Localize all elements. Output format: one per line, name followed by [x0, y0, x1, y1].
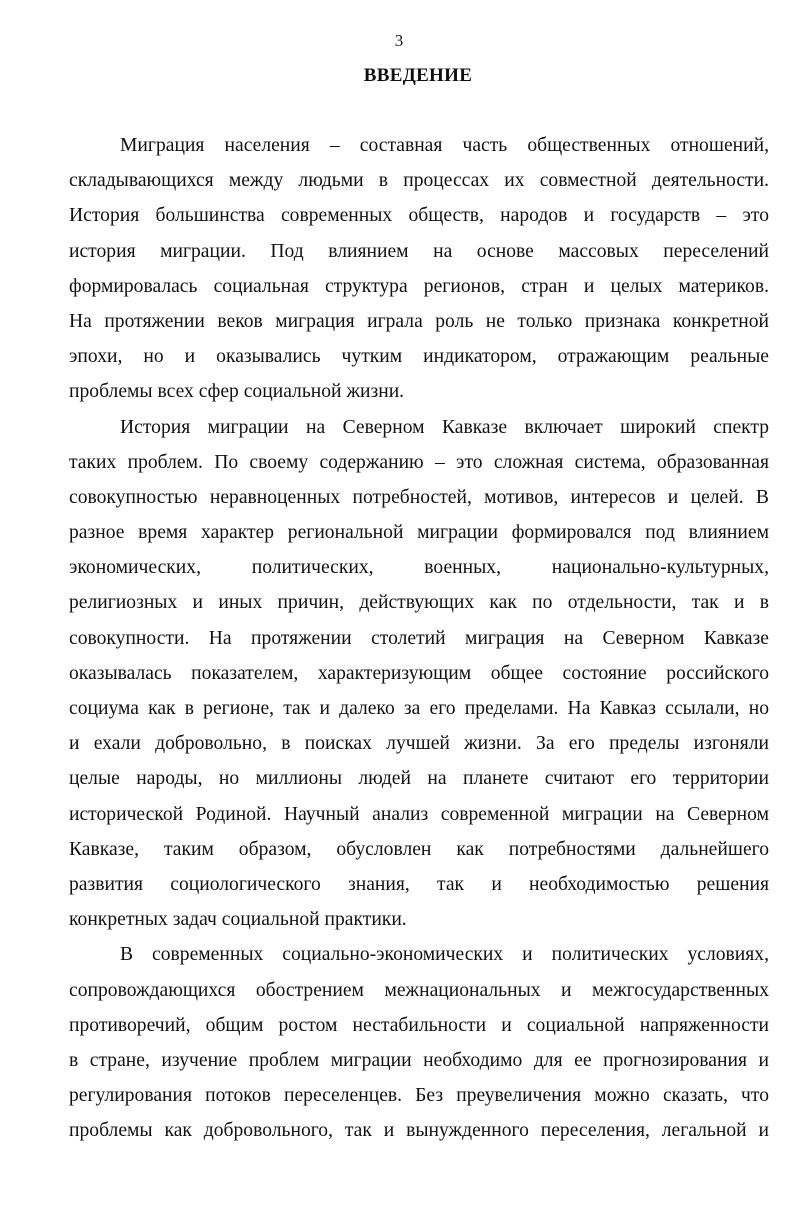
text-line: проблемы всех сфер социальной жизни.: [69, 381, 405, 403]
text-line: История большинства современных обществ, народов и государств – это: [69, 205, 769, 227]
text-line: история миграции. Под влиянием на основе массовых переселений: [69, 240, 769, 262]
text-line: таких проблем. По своему содержанию – это сложная система, образованная: [69, 451, 769, 473]
text-line: Миграция населения – составная часть общественных отношений,: [120, 135, 769, 156]
text-line: История миграции на Северном Кавказе включает широкий спектр: [120, 416, 769, 438]
text-line: целые народы, но миллионы людей на планете считают его территории: [69, 768, 769, 790]
text-line: в стране, изучение проблем миграции необходимо для ее прогнозирования и: [69, 1049, 769, 1071]
text-line: формировалась социальная структура регионов, стран и целых материков.: [69, 275, 769, 297]
text-line: религиозных и иных причин, действующих как по отдельности, так и в: [69, 592, 769, 614]
text-line: складывающихся между людьми в процессах их совместной деятельности.: [69, 170, 769, 192]
text-line: оказывалась показателем, характеризующим общее состояние российского: [69, 662, 769, 684]
page-number: 3: [394, 31, 404, 50]
text-line: совокупностью неравноценных потребностей, мотивов, интересов и целей. В: [69, 486, 769, 508]
text-line: исторической Родиной. Научный анализ современной миграции на Северном: [69, 803, 769, 825]
text-line: социума как в регионе, так и далеко за его пределами. На Кавказ ссылали, но: [69, 698, 769, 719]
text-line: В современных социально-экономических и политических условиях,: [120, 944, 769, 966]
text-line: и ехали добровольно, в поисках лучшей жизни. За его пределы изгоняли: [69, 733, 769, 755]
page-title: ВВЕДЕНИЕ: [363, 65, 473, 86]
text-line: Кавказе, таким образом, обусловлен как потребностями дальнейшего: [69, 838, 769, 860]
text-line: экономических, политических, военных, национально-культурных,: [69, 557, 769, 579]
text-line: На протяжении веков миграция играла роль не только признака конкретной: [69, 310, 769, 332]
paragraph-3: [69, 937, 769, 1148]
document-body: [69, 128, 769, 1148]
text-line: развития социологического знания, так и необходимостью решения: [69, 873, 769, 895]
text-line: совокупности. На протяжении столетий миграция на Северном Кавказе: [69, 627, 769, 649]
paragraph-2: [69, 410, 769, 938]
text-line: регулирования потоков переселенцев. Без преувеличения можно сказать, что: [69, 1085, 769, 1107]
paragraph-1: [69, 128, 769, 410]
text-line: проблемы как добровольного, так и вынужденного переселения, легальной и: [69, 1120, 769, 1142]
text-line: эпохи, но и оказывались чутким индикатором, отражающим реальные: [69, 346, 769, 368]
text-line: конкретных задач социальной практики.: [69, 909, 407, 931]
text-line: сопровождающихся обострением межнациональных и межгосударственных: [69, 979, 769, 1001]
text-line: разное время характер региональной миграции формировался под влиянием: [69, 522, 769, 544]
text-line: противоречий, общим ростом нестабильности и социальной напряженности: [69, 1014, 769, 1036]
